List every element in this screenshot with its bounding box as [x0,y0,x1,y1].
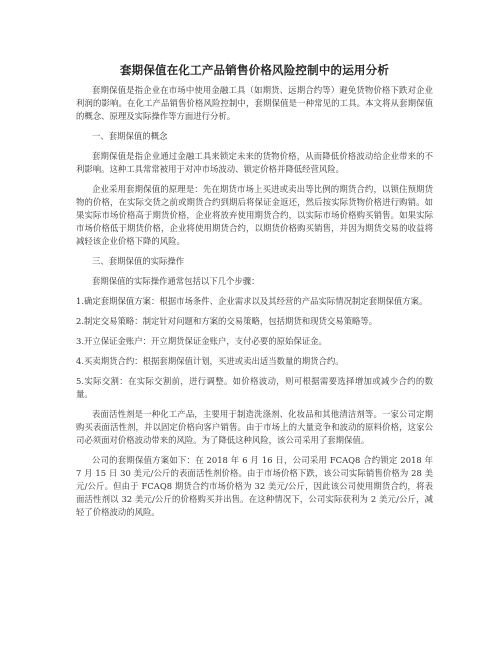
document-title: 套期保值在化工产品销售价格风险控制中的运用分析 [119,63,390,77]
list-item: 2.制定交易策略：制定针对问题和方案的交易策略，包括期货和现货交易策略等。 [76,316,378,326]
list-item: 3.开立保证金账户：开立期货保证金账户，支付必要的原始保证金。 [76,336,327,346]
operation-intro-paragraph: 套期保值的实际操作通常包括以下几个步骤： [92,276,260,286]
case-background-paragraph: 表面活性剂是一种化工产品，主要用于制造洗涤剂、化妆品和其他清洁剂等。一家公司定期购买表面活性剂，并以固定价格向客户销售。由于市场上的大量竞争和波动的原料价格，这家公司必须面对价格波动带来的风险。为了降低这种风险，该公司采用了套期保值。 [76,409,433,445]
section-heading-operation: 三、套期保值的实际操作 [92,256,185,266]
concept-paragraph: 套期保值是指企业通过金融工具来锁定未来的货物价格，从而降低价格波动给企业带来的不利影响。这种工具常常被用于对冲市场波动、锁定价格并降低经营风险。 [76,151,433,174]
list-item: 4.买卖期货合约：根据套期保值计划，买进或卖出适当数量的期货合约。 [76,356,344,366]
intro-paragraph: 套期保值是指企业在市场中使用金融工具（如期货、远期合约等）避免货物价格下跌对企业利润的影响。在化工产品销售价格风险控制中，套期保值是一种常见的工具。本文将从套期保值的概念、原理及实际操作等方面进行分析。 [76,85,433,121]
list-item: 1.确定套期保值方案：根据市场条件、企业需求以及其经营的产品实际情况制定套期保值方案。 [76,296,428,306]
case-plan-paragraph: 公司的套期保值方案如下：在 2018 年 6 月 16 日，公司采用 FCAQ8 合约锁定 2018 年 7 月 15 日 30 美元/公斤的表面活性剂价格。由于市场价格下跌，该公司实际销售价格为 28 美元/公斤。但由于 FCAQ8 期货合约市场价格为 32 美元/公斤，因此该公司使用期货合约，将表面活性剂以 32 美元/公斤的价格购买并出售。在这种情况下，公司实际获利为 2 美元/公斤，减轻了价格波动的风险。 [76,455,433,517]
section-heading-concept: 一、套期保值的概念 [92,131,168,141]
list-item: 5.实际交割：在实际交割前，进行调整。如价格波动，则可根据需要选择增加或减少合约的数量。 [76,376,433,399]
principle-paragraph: 企业采用套期保值的原理是：先在期货市场上买进或卖出等比例的期货合约，以锁住预期货物的价格，在实际交货之前或期货合约到期后将保证金返还，然后按实际货物价格进行购销。如果实际市场价格高于期货价格，企业将放弃使用期货合约，以实际市场价格购买销售。如果实际市场价格低于期货价格，企业将使用期货合约，以期货价格购买销售，并因为期货交易的收益将减轻该企业价格下降的风险。 [76,184,433,246]
